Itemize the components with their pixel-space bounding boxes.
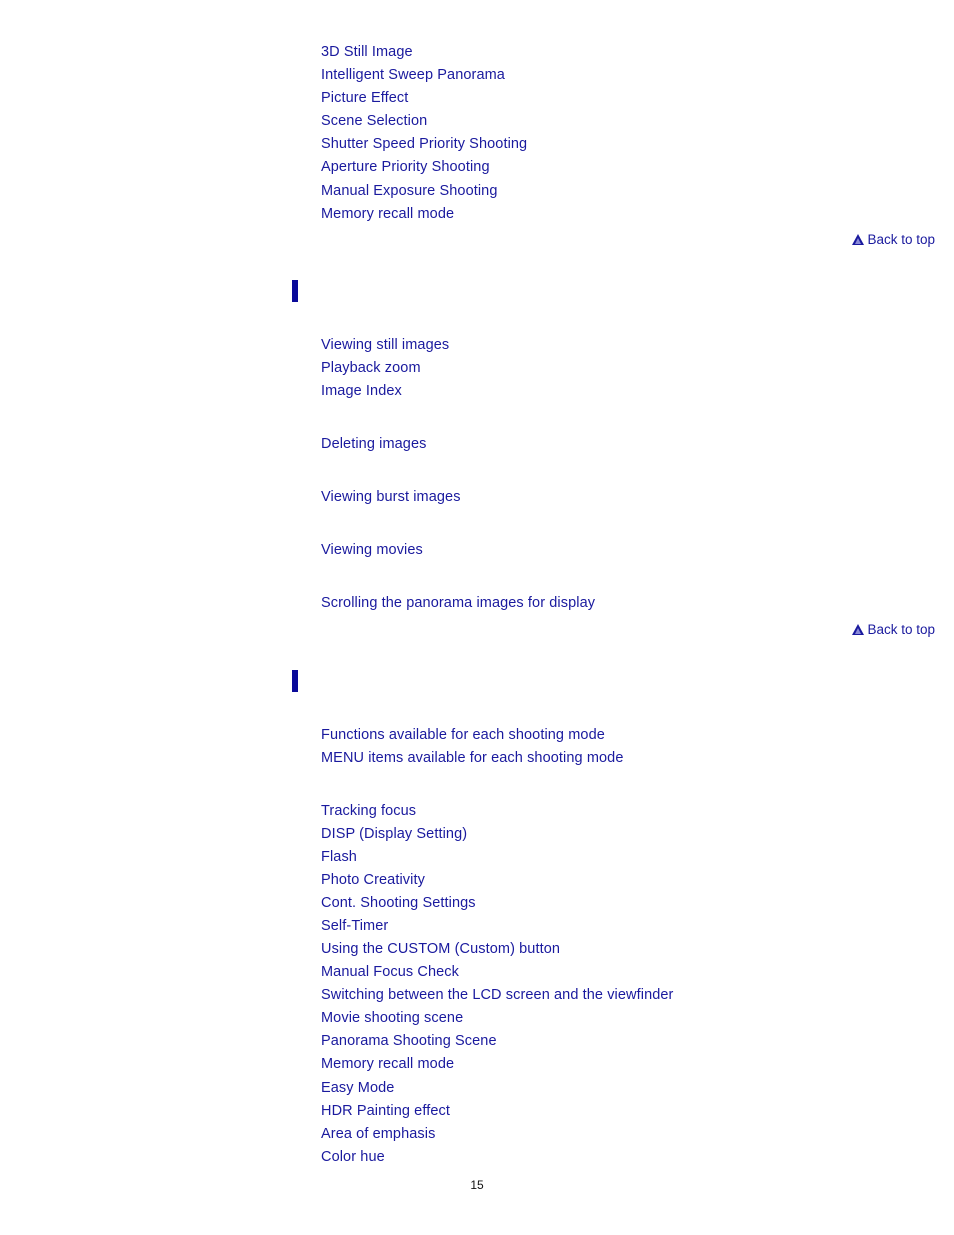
link-picture-effect[interactable]: Picture Effect [321, 90, 409, 106]
link-image-index[interactable]: Image Index [321, 383, 402, 399]
link-manual-exposure[interactable]: Manual Exposure Shooting [321, 183, 498, 199]
link-lcd-viewfinder-switch[interactable]: Switching between the LCD screen and the viewfinder [321, 987, 674, 1003]
link-self-timer[interactable]: Self-Timer [321, 918, 389, 934]
page-number: 15 [470, 1178, 484, 1192]
link-viewing-movies[interactable]: Viewing movies [321, 542, 423, 558]
link-scene-selection[interactable]: Scene Selection [321, 113, 428, 129]
back-to-top-label: Back to top [867, 622, 935, 637]
link-panorama-shooting-scene[interactable]: Panorama Shooting Scene [321, 1033, 497, 1049]
link-disp-display-setting[interactable]: DISP (Display Setting) [321, 826, 468, 842]
link-functions-each-mode[interactable]: Functions available for each shooting mode [321, 727, 605, 743]
link-intelligent-sweep-panorama[interactable]: Intelligent Sweep Panorama [321, 67, 505, 83]
back-to-top-link[interactable] [852, 621, 935, 639]
back-to-top-link[interactable] [852, 231, 935, 249]
link-memory-recall-mode[interactable]: Memory recall mode [321, 206, 455, 222]
section-marker [292, 670, 298, 692]
link-deleting-images[interactable]: Deleting images [321, 436, 427, 452]
link-flash[interactable]: Flash [321, 849, 357, 865]
link-menu-items-each-mode[interactable]: MENU items available for each shooting mode [321, 750, 624, 766]
link-viewing-burst-images[interactable]: Viewing burst images [321, 489, 461, 505]
up-triangle-icon [852, 622, 867, 637]
link-viewing-still-images[interactable]: Viewing still images [321, 337, 450, 353]
link-tracking-focus[interactable]: Tracking focus [321, 803, 417, 819]
link-color-hue[interactable]: Color hue [321, 1149, 385, 1165]
link-shutter-speed-priority[interactable]: Shutter Speed Priority Shooting [321, 136, 528, 152]
link-playback-zoom[interactable]: Playback zoom [321, 360, 421, 376]
section-marker [292, 280, 298, 302]
link-manual-focus-check[interactable]: Manual Focus Check [321, 964, 459, 980]
link-easy-mode[interactable]: Easy Mode [321, 1080, 395, 1096]
link-scrolling-panorama[interactable]: Scrolling the panorama images for display [321, 595, 596, 611]
link-area-of-emphasis[interactable]: Area of emphasis [321, 1126, 436, 1142]
link-memory-recall-mode-2[interactable]: Memory recall mode [321, 1056, 455, 1072]
link-photo-creativity[interactable]: Photo Creativity [321, 872, 425, 888]
link-3d-still-image[interactable]: 3D Still Image [321, 44, 413, 60]
back-to-top-label: Back to top [867, 232, 935, 247]
link-hdr-painting-effect[interactable]: HDR Painting effect [321, 1103, 450, 1119]
link-custom-button[interactable]: Using the CUSTOM (Custom) button [321, 941, 561, 957]
link-movie-shooting-scene[interactable]: Movie shooting scene [321, 1010, 464, 1026]
link-cont-shooting-settings[interactable]: Cont. Shooting Settings [321, 895, 476, 911]
up-triangle-icon [852, 232, 867, 247]
link-aperture-priority[interactable]: Aperture Priority Shooting [321, 159, 490, 175]
